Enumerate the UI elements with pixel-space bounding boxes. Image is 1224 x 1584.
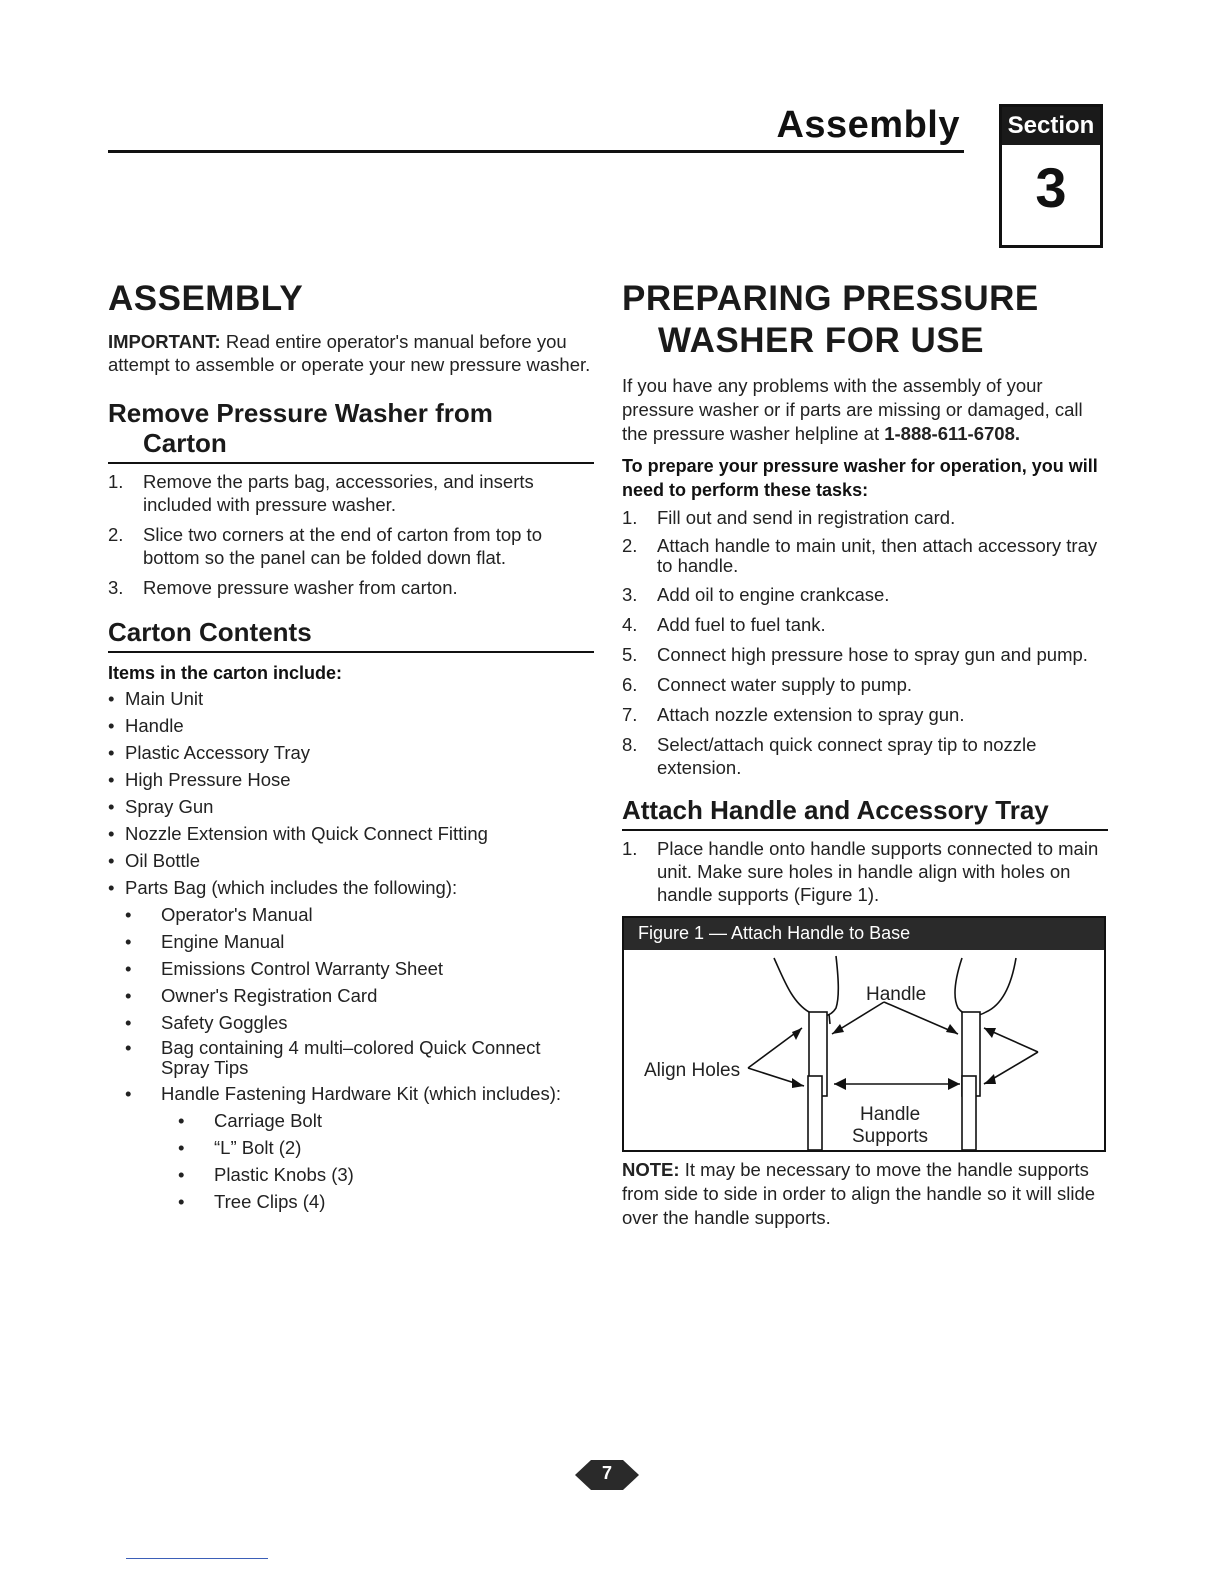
list-item: • Spray Gun (108, 796, 214, 817)
list-item: 3. Add oil to engine crankcase. (622, 584, 890, 605)
list-item: • Plastic Knobs (3) (178, 1164, 354, 1185)
list-item: • Owner's Registration Card (125, 985, 378, 1006)
list-item: 1. Place handle onto handle supports connected to main unit. Make sure holes in handle align with holes on handle supports (Figure 1). (622, 838, 1099, 905)
right-support-tube (962, 1076, 976, 1150)
list-item: • Carriage Bolt (178, 1110, 322, 1131)
carton-contents-heading: Carton Contents (108, 617, 594, 653)
left-hand-outline (774, 956, 838, 1016)
right-column (622, 278, 1108, 1230)
remove-heading-line2: Carton (143, 428, 227, 458)
list-item: • Nozzle Extension with Quick Connect Fitting (108, 823, 488, 844)
list-item: • Bag containing 4 multi–colored Quick Connect Spray Tips (125, 1037, 541, 1078)
list-item: • Oil Bottle (108, 850, 201, 871)
list-item: • Handle (108, 715, 184, 736)
handle-supports-illustration (624, 950, 1104, 1150)
list-item: • Engine Manual (125, 931, 285, 952)
list-item: • Plastic Accessory Tray (108, 742, 311, 763)
label-align-holes: Align Holes (644, 1060, 741, 1081)
prepare-steps-list (622, 506, 1108, 779)
list-item: • Operator's Manual (125, 904, 313, 925)
header-rule (108, 150, 964, 153)
list-item: 5. Connect high pressure hose to spray gun and pump. (622, 644, 1088, 665)
attach-handle-heading: Attach Handle and Accessory Tray (622, 795, 1108, 831)
label-handle: Handle (866, 984, 927, 1005)
important-text: Read entire operator's manual before you attempt to assemble or operate your new pressure washer. (108, 331, 591, 375)
list-item: • Handle Fastening Hardware Kit (which includes): (125, 1083, 561, 1104)
section-number: 3 (1035, 156, 1067, 219)
intro-paragraph (622, 374, 1108, 446)
attach-steps-list (622, 837, 1108, 906)
preparing-heading-line1: PREPARING PRESSURE (622, 279, 1039, 318)
contents-lead: Items in the carton include: (108, 663, 343, 683)
right-hand-outline (955, 958, 1016, 1015)
section-label: Section (1002, 107, 1100, 145)
figure-caption: Figure 1 — Attach Handle to Base (638, 923, 911, 943)
page-number-badge (575, 1460, 639, 1490)
list-item: 8. Select/attach quick connect spray tip to nozzle extension. (622, 734, 1037, 778)
list-item: 6. Connect water supply to pump. (622, 674, 913, 695)
list-item: 3. Remove pressure washer from carton. (108, 577, 458, 598)
list-item: • Parts Bag (which includes the following): (108, 877, 458, 898)
page-number: 7 (601, 1463, 612, 1483)
footer-rule (126, 1558, 268, 1559)
left-column (108, 278, 594, 1217)
label-supports-line2: Supports (852, 1126, 929, 1147)
contents-list (108, 687, 594, 1213)
note-text: It may be necessary to move the handle supports from side to side in order to align the handle so it will slide over the handle supports. (622, 1159, 1096, 1228)
note-label: NOTE: (622, 1159, 680, 1180)
assembly-heading: ASSEMBLY (108, 279, 304, 318)
preparing-heading (622, 278, 1108, 362)
preparing-heading-line2: WASHER FOR USE (658, 321, 984, 360)
remove-steps-list (108, 470, 594, 599)
list-item: • Safety Goggles (125, 1012, 288, 1033)
remove-carton-heading (108, 398, 594, 464)
list-item: • “L” Bolt (2) (178, 1137, 302, 1158)
page-header-title: Assembly (776, 104, 960, 146)
list-item: • Tree Clips (4) (178, 1191, 326, 1212)
section-tab (999, 104, 1103, 248)
figure-caption-bar (624, 918, 1104, 950)
figure-1 (622, 916, 1106, 1152)
note-paragraph (622, 1158, 1108, 1230)
list-item: 2. Slice two corners at the end of carton from top to bottom so the panel can be folded down flat. (108, 524, 542, 568)
important-paragraph (108, 330, 594, 376)
list-item: 1. Fill out and send in registration card. (622, 507, 956, 528)
list-item: 2. Attach handle to main unit, then attach accessory tray to handle. (622, 535, 1098, 576)
list-item: • Main Unit (108, 688, 204, 709)
important-label: IMPORTANT: (108, 331, 221, 352)
label-supports-line1: Handle (860, 1104, 921, 1125)
list-item: • High Pressure Hose (108, 769, 291, 790)
remove-heading-line1: Remove Pressure Washer from (108, 398, 493, 428)
list-item: 4. Add fuel to fuel tank. (622, 614, 826, 635)
intro-text: If you have any problems with the assembly of your pressure washer or if parts are missing or damaged, call the pressure washer helpline at (622, 375, 1083, 444)
list-item: • Emissions Control Warranty Sheet (125, 958, 444, 979)
left-support-tube (808, 1076, 822, 1150)
helpline-number: 1-888-611-6708. (884, 423, 1021, 444)
list-item: 1. Remove the parts bag, accessories, and inserts included with pressure washer. (108, 471, 534, 515)
list-item: 7. Attach nozzle extension to spray gun. (622, 704, 965, 725)
prepare-lead: To prepare your pressure washer for operation, you will need to perform these tasks: (622, 456, 1098, 500)
